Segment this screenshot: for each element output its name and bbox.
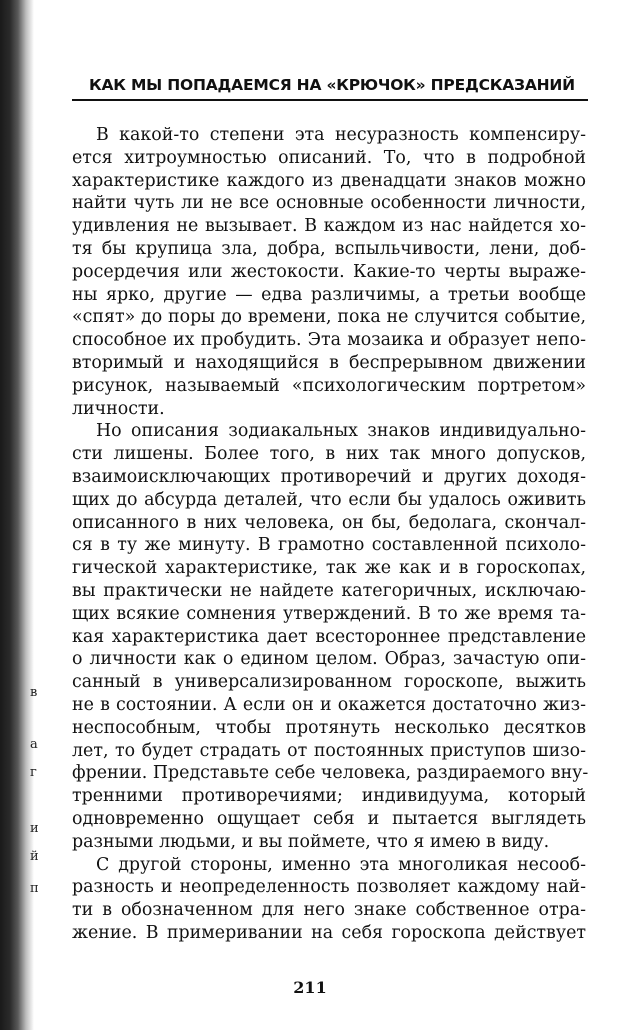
text-line: способное их пробудить. Эта мозаика и образует непо- <box>72 330 586 351</box>
text-line: тренними противоречиями; индивидуума, который <box>72 786 586 807</box>
text-line: ти в обозначенном для него знаке собственное отра- <box>72 900 586 921</box>
text-line: росердечия или жестокости. Какие-то черты выраже- <box>72 261 586 282</box>
text-line: С другой стороны, именно эта многоликая несооб- <box>96 854 586 875</box>
page-number: 211 <box>293 978 327 997</box>
margin-mark: а <box>30 737 38 752</box>
text-line: разность и неопределенность позволяет каждому най- <box>72 877 586 898</box>
margin-mark: п <box>30 881 39 896</box>
text-line: личности. <box>72 398 165 419</box>
text-line: сти лишены. Более того, в них так много допусков, <box>72 444 586 465</box>
paragraph <box>72 124 586 420</box>
text-line: о личности как о едином целом. Образ, зачастую опи- <box>72 649 586 670</box>
text-line: тя бы крупица зла, добра, вспыльчивости, лени, доб- <box>72 238 586 259</box>
text-line: жение. В примеривании на себя гороскопа действует <box>72 922 586 943</box>
text-line: В какой-то степени эта несуразность компенсиру- <box>96 125 586 145</box>
text-line: характеристике каждого из двенадцати знаков можно <box>72 170 586 191</box>
text-line: взаимоисключающих противоречий и других доходя- <box>72 466 586 487</box>
paragraph <box>72 854 586 945</box>
margin-mark: г <box>30 765 37 780</box>
text-line: лет, то будет страдать от постоянных приступов шизо- <box>72 740 586 761</box>
text-line: щих до абсурда деталей, что если бы удалось оживить <box>72 489 586 510</box>
text-line: одновременно ощущает себя и пытается выглядеть <box>72 808 586 829</box>
text-line: найти чуть ли не все основные особенности личности, <box>72 193 586 214</box>
text-line: санный в универсализированном гороскопе, выжить <box>72 672 586 693</box>
paragraph <box>72 420 589 853</box>
text-line: ны ярко, другие — едва различимы, а третьи вообще <box>72 284 586 305</box>
margin-mark: и <box>30 821 39 836</box>
text-line: ся в ту же минуту. В грамотно составленной психоло- <box>72 535 586 556</box>
text-line: щих всякие сомнения утверждений. В то же время та- <box>72 603 586 624</box>
text-line: Но описания зодиакальных знаков индивидуально- <box>96 421 586 442</box>
text-line: френии. Представьте себе человека, раздираемого вну- <box>72 763 589 784</box>
text-line: вы практически не найдете категоричных, исключаю- <box>72 580 586 601</box>
text-line: удивления не вызывает. В каждом из нас найдется хо- <box>72 216 586 237</box>
text-line: не в состоянии. А если он и окажется достаточно жиз- <box>72 694 586 715</box>
text-line: разными людьми, и вы поймете, что я имею в виду. <box>72 831 550 852</box>
running-header: КАК МЫ ПОПАДАЕМСЯ НА «КРЮЧОК» ПРЕДСКАЗАНИЙ <box>89 76 575 94</box>
text-line: «спят» до поры до времени, пока не случится событие, <box>72 307 586 328</box>
text-line: кая характеристика дает всестороннее представление <box>72 626 586 647</box>
text-line: ется хитроумностью описаний. То, что в подробной <box>72 147 586 168</box>
body-text <box>72 124 589 945</box>
text-line: описанного в них человека, он бы, бедолага, скончал- <box>72 512 586 533</box>
text-line: неспособным, чтобы протянуть несколько десятков <box>72 717 586 738</box>
margin-mark: й <box>30 849 39 864</box>
header-rule <box>72 99 588 101</box>
text-line: рисунок, называемый «психологическим портретом» <box>72 375 586 396</box>
book-spine-shadow <box>0 0 34 1030</box>
margin-mark: в <box>30 685 38 700</box>
text-line: вторимый и находящийся в беспрерывном движении <box>72 352 586 373</box>
text-line: гической характеристике, так же как и в гороскопах, <box>72 558 586 579</box>
